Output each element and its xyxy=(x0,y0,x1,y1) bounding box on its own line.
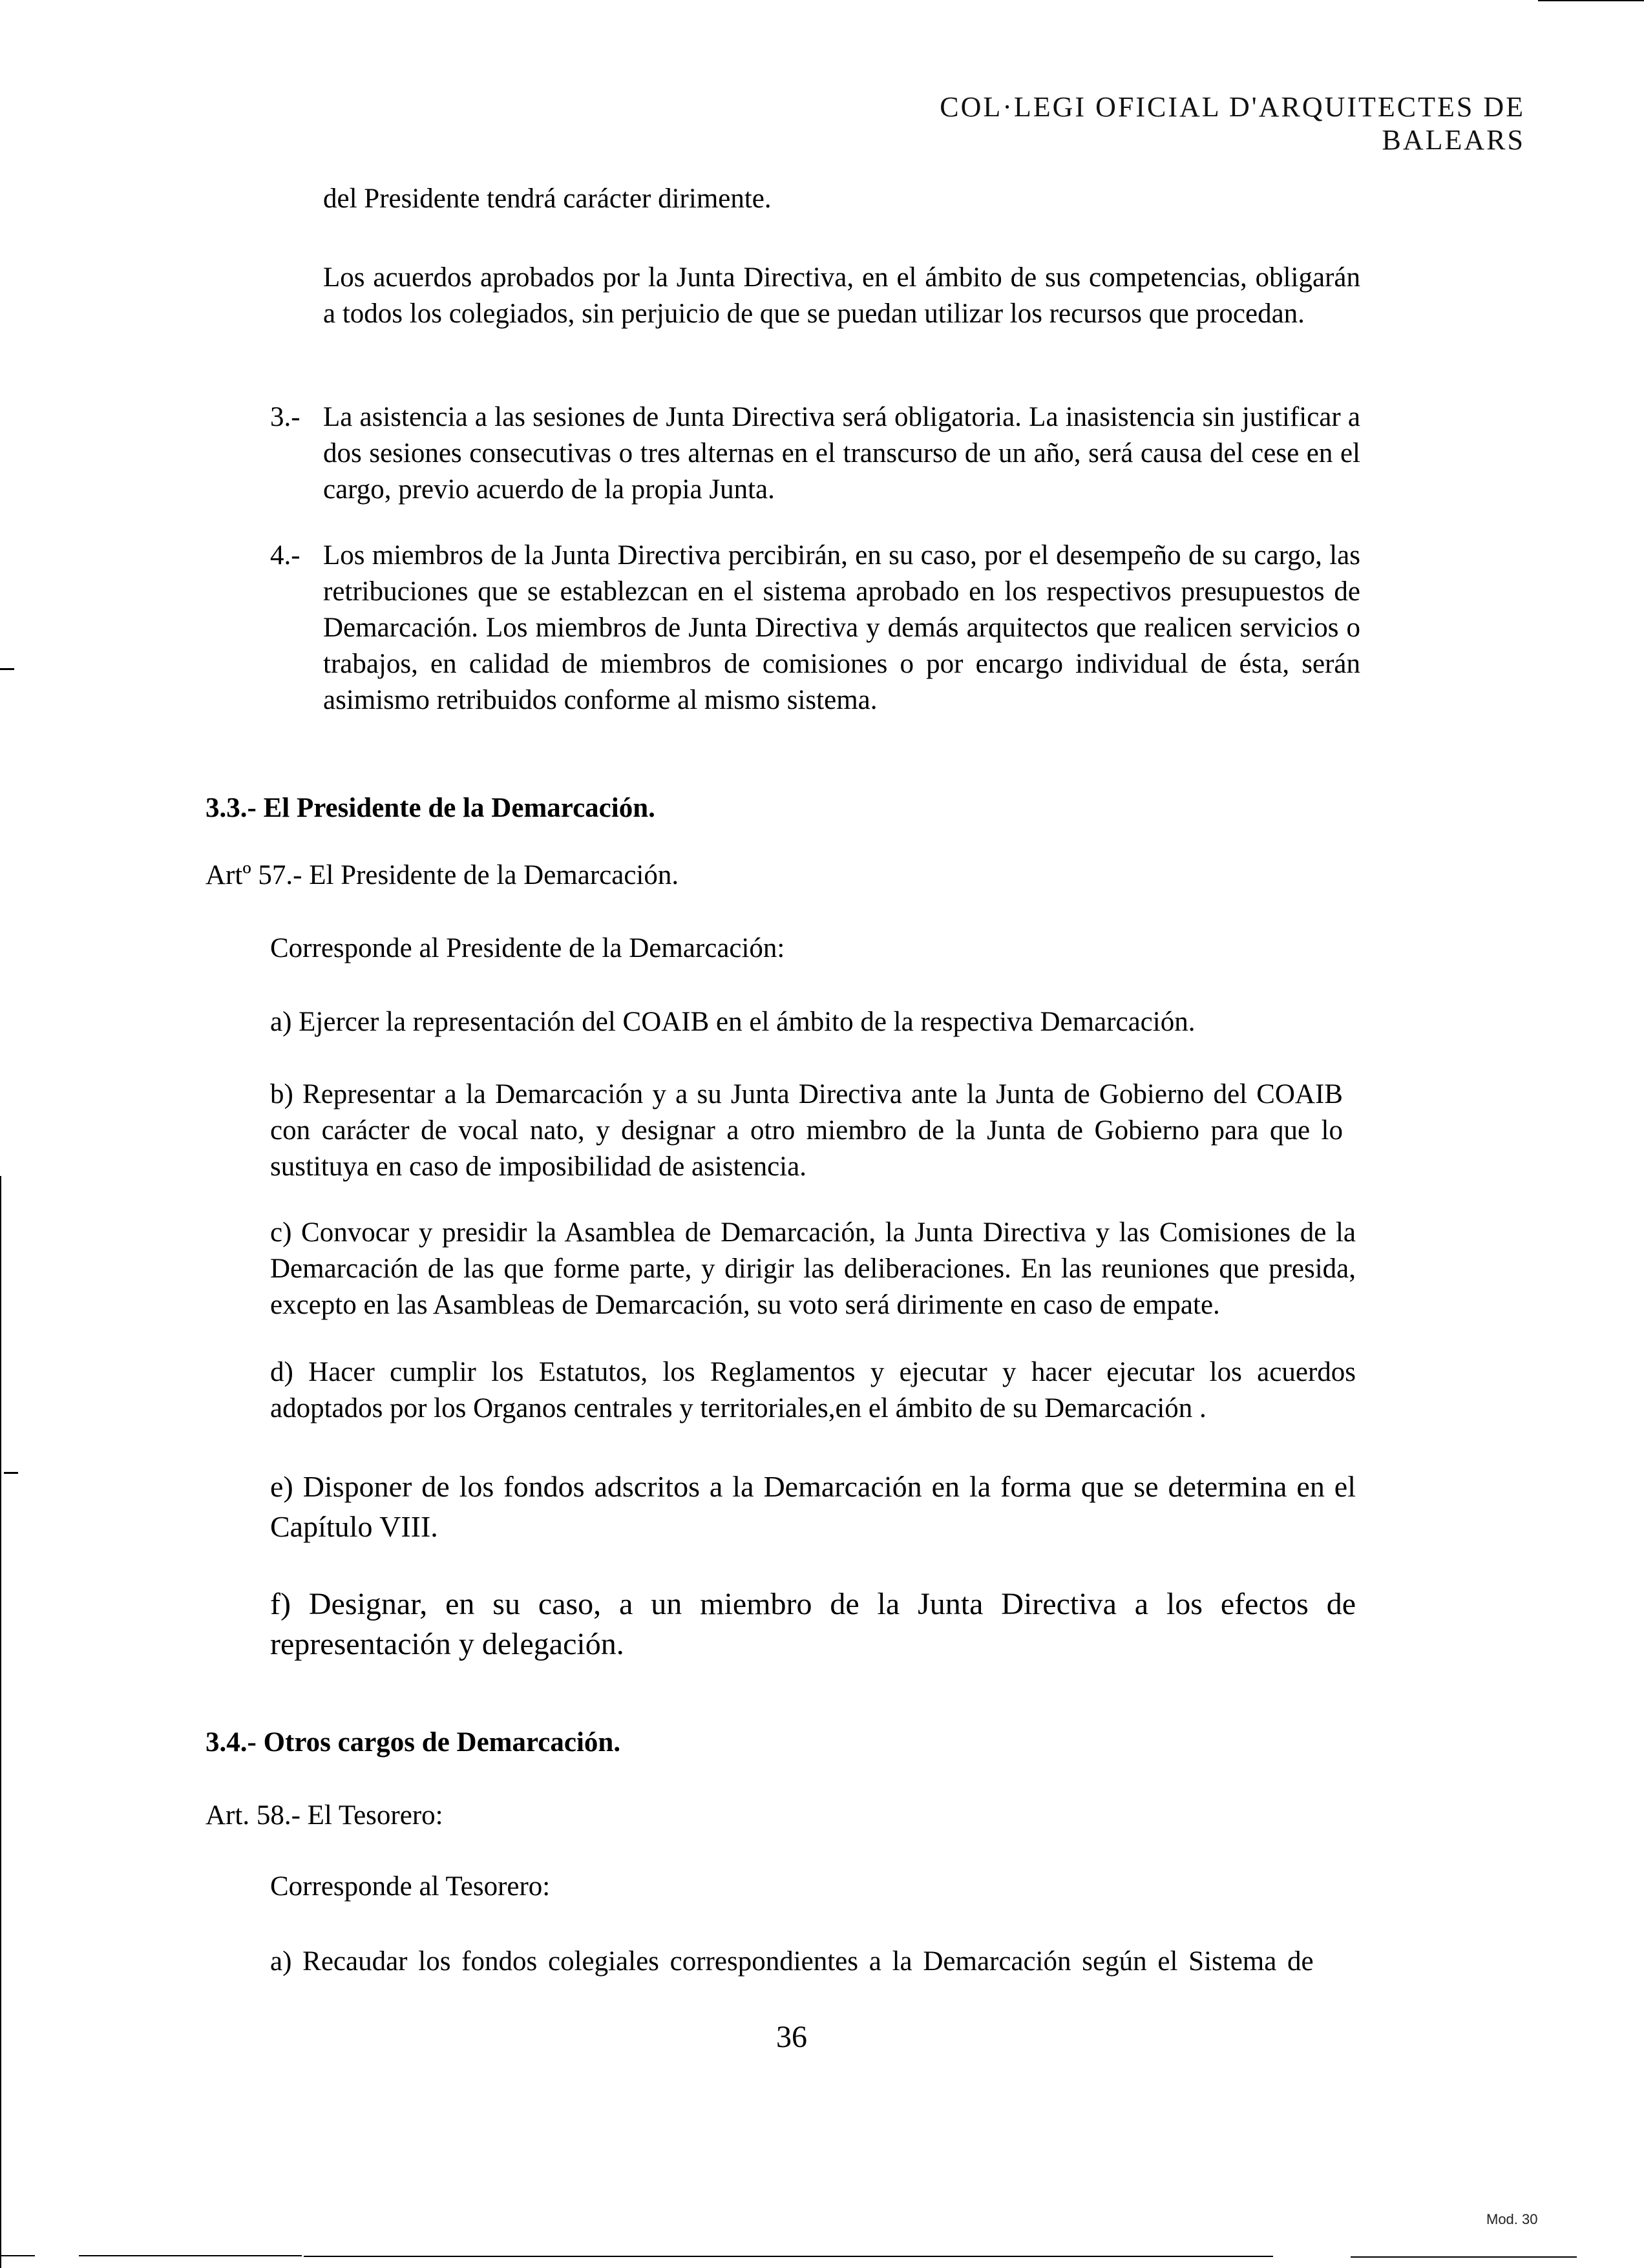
scan-edge-line-top-right xyxy=(1538,0,1644,1)
paragraph: Corresponde al Tesorero: xyxy=(270,1871,551,1902)
scan-margin-mark xyxy=(0,668,14,670)
paragraph: Corresponde al Presidente de la Demarcación: xyxy=(270,933,785,963)
scan-margin-mark xyxy=(4,1472,18,1474)
scan-bottom-line xyxy=(304,2256,1273,2257)
article-heading: Art. 58.- El Tesorero: xyxy=(206,1800,443,1831)
document-header: COL·LEGI OFICIAL D'ARQUITECTES DE BALEARS xyxy=(940,91,1525,156)
page-number: 36 xyxy=(776,2020,807,2054)
scan-bottom-line xyxy=(79,2255,302,2256)
section-heading: 3.4.- Otros cargos de Demarcación. xyxy=(206,1727,621,1758)
section-heading: 3.3.- El Presidente de la Demarcación. xyxy=(206,793,655,823)
list-item: c) Convocar y presidir la Asamblea de Demarcación, la Junta Directiva y las Comisiones de la Demarcación de las que forme parte, y dirigir las deliberaciones. En las reuniones que presida, excepto en las Asambleas de Demarcación, su voto será dirimente en caso de empate. xyxy=(270,1217,1356,1320)
scan-bottom-line xyxy=(1351,2256,1577,2258)
list-number: 4.- xyxy=(270,540,300,571)
list-item: b) Representar a la Demarcación y a su Junta Directiva ante la Junta de Gobierno del COAIB con carácter de vocal nato, y designar a otro miembro de la Junta de Gobierno para que lo sustituya en caso de imposibilidad de asistencia. xyxy=(270,1079,1343,1182)
list-number: 3.- xyxy=(270,402,300,432)
scan-edge-line-left xyxy=(0,1176,1,2268)
list-item: f) Designar, en su caso, a un miembro de la Junta Directiva a los efectos de representación y delegación. xyxy=(270,1587,1356,1661)
paragraph: Los acuerdos aprobados por la Junta Directiva, en el ámbito de sus competencias, obligarán a todos los colegiados, sin perjuicio de que se puedan utilizar los recursos que procedan. xyxy=(323,262,1360,329)
list-item-text: Los miembros de la Junta Directiva percibirán, en su caso, por el desempeño de su cargo, las retribuciones que se establezcan en el sistema aprobado en los respectivos presupuestos de Demarcación. Los miembros de Junta Directiva y demás arquitectos que realicen servicios o trabajos, en calidad de miembros de comisiones o por encargo individual de ésta, serán asimismo retribuidos conforme al mismo sistema. xyxy=(323,540,1360,715)
paragraph: del Presidente tendrá carácter dirimente. xyxy=(323,184,772,214)
list-item: e) Disponer de los fondos adscritos a la Demarcación en la forma que se determina en el Capítulo VIII. xyxy=(270,1470,1356,1543)
scan-bottom-line xyxy=(1,2255,35,2256)
list-item: a) Ejercer la representación del COAIB en el ámbito de la respectiva Demarcación. xyxy=(270,1007,1196,1037)
form-code: Mod. 30 xyxy=(1486,2211,1538,2227)
list-item-text: La asistencia a las sesiones de Junta Directiva será obligatoria. La inasistencia sin justificar a dos sesiones consecutivas o tres alternas en el transcurso de un año, será causa del cese en el cargo, previo acuerdo de la propia Junta. xyxy=(323,402,1360,505)
list-item: a) Recaudar los fondos colegiales correspondientes a la Demarcación según el Sistema de xyxy=(270,1946,1314,1977)
list-item: d) Hacer cumplir los Estatutos, los Reglamentos y ejecutar y hacer ejecutar los acuerdos adoptados por los Organos centrales y territoriales,en el ámbito de su Demarcación . xyxy=(270,1357,1356,1423)
article-heading: Artº 57.- El Presidente de la Demarcación. xyxy=(206,860,679,890)
